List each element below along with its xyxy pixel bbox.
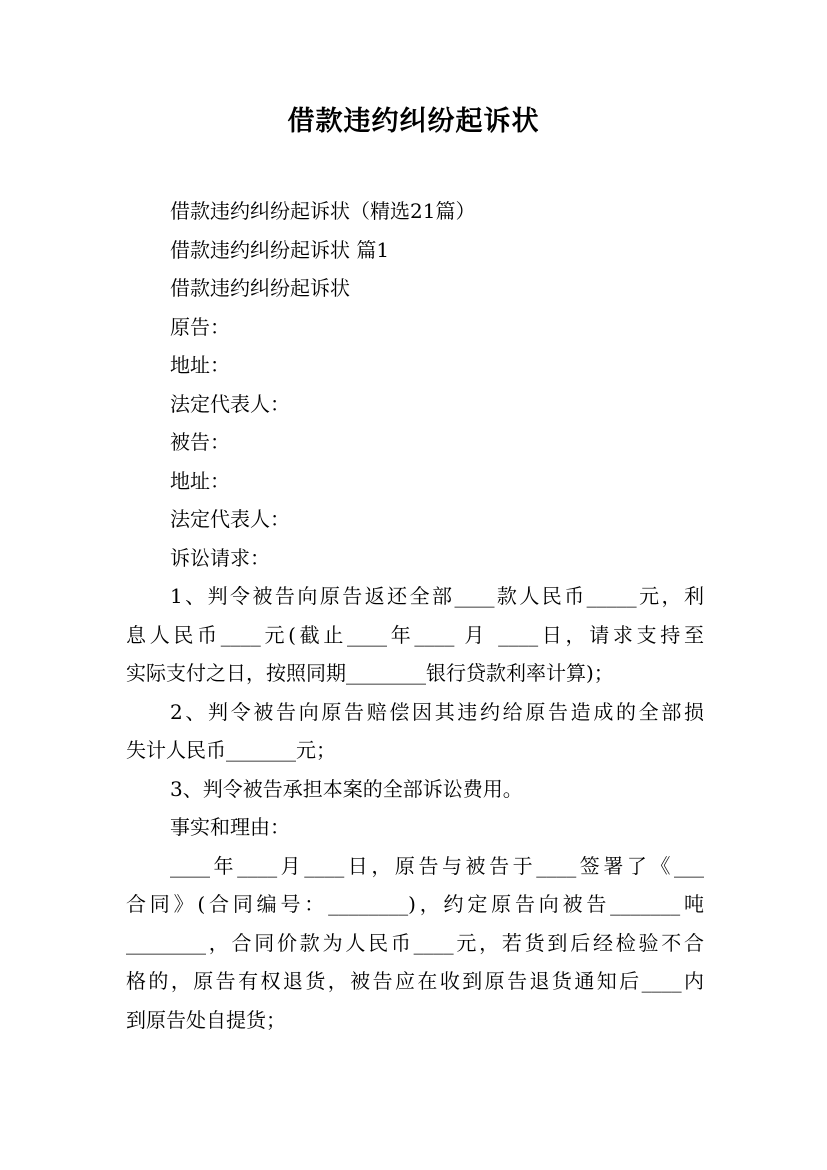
text-line: ________，合同价款为人民币____元，若货到后经检验不合: [126, 930, 704, 955]
document-body: [126, 192, 704, 1039]
text-line: 合同》(合同编号：________)，约定原告向被告_______吨: [126, 892, 704, 916]
text-line: 借款违约纠纷起诉状: [170, 276, 350, 300]
text-line: 地址：: [170, 353, 230, 377]
text-line: 法定代表人：: [170, 391, 290, 416]
text-line: 格的，原告有权退货，被告应在收到原告退货通知后____内: [126, 969, 704, 993]
text-line: 事实和理由：: [170, 815, 290, 839]
text-line: 1、判令被告向原告返还全部____款人民币_____元，利: [170, 584, 704, 608]
text-line: 2、判令被告向原告赔偿因其违约给原告造成的全部损: [170, 699, 704, 724]
document-title: 借款违约纠纷起诉状: [287, 106, 540, 137]
text-line: 借款违约纠纷起诉状（精选21篇）: [170, 199, 476, 223]
text-line: 原告：: [170, 314, 230, 339]
text-line: 3、判令被告承担本案的全部诉讼费用。: [170, 776, 523, 801]
text-line: 地址：: [170, 468, 230, 493]
text-line: 借款违约纠纷起诉状 篇1: [170, 237, 390, 262]
text-line: 失计人民币_______元；: [126, 738, 336, 762]
text-line: 实际支付之日，按照同期________银行贷款利率计算)；: [126, 661, 614, 685]
text-line: 到原告处自提货；: [126, 1007, 286, 1032]
text-line: ____年____月____日，原告与被告于____签署了《___: [170, 853, 704, 878]
text-line: 息人民币____元(截止____年____ 月 ____日，请求支持至: [126, 622, 704, 647]
text-line: 被告：: [170, 430, 230, 454]
text-line: 法定代表人：: [170, 507, 290, 531]
text-line: 诉讼请求：: [170, 545, 270, 570]
